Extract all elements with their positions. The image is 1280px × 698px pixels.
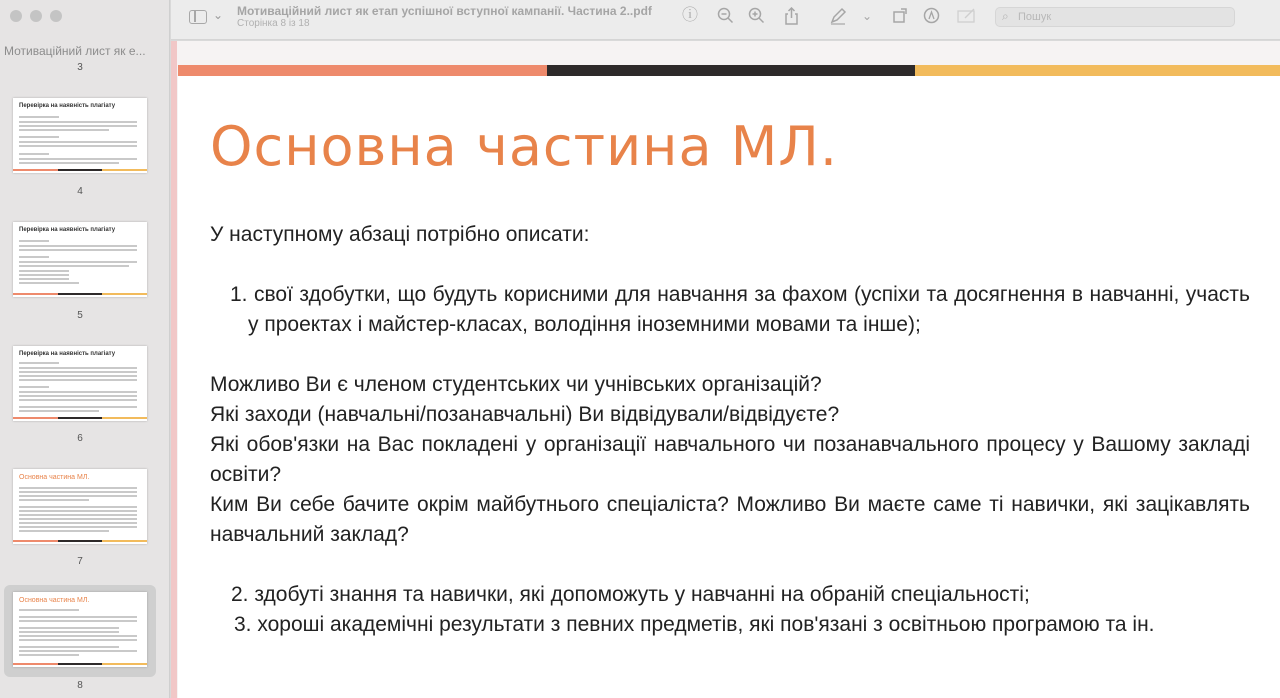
thumbnail-page-7[interactable] — [13, 469, 147, 544]
search-field[interactable] — [995, 7, 1235, 27]
form-fill-icon[interactable] — [957, 7, 977, 29]
minimize-window-button[interactable] — [30, 10, 42, 22]
markup-icon[interactable] — [923, 7, 940, 29]
document-viewer[interactable] — [171, 41, 1280, 698]
page-edge — [171, 41, 177, 698]
thumbnail-page-number: 6 — [77, 433, 83, 444]
search-icon: ⌕ — [1002, 9, 1009, 23]
chevron-down-icon[interactable]: ⌄ — [862, 9, 873, 23]
maximize-window-button[interactable] — [50, 10, 62, 22]
slide-title: Основна частина МЛ. — [210, 115, 839, 178]
list-item-1: 1. свої здобутки, що будуть корисними для навчання за фахом (успіхи та досягнення в навчанні, участь у проектах і майстер-класах, володіння іноземними мовами та інше); — [230, 283, 1250, 336]
thumbnail-page-6[interactable] — [13, 346, 147, 421]
question-2: Які заходи (навчальні/позанавчальні) Ви відвідували/відвідуєте? — [210, 403, 840, 426]
rotate-icon[interactable] — [892, 7, 909, 29]
sidebar-title: Мотиваційний лист як е... — [4, 44, 146, 58]
close-window-button[interactable] — [10, 10, 22, 22]
highlighter-icon[interactable] — [829, 7, 847, 30]
thumbnail-title: Перевірка на наявність плагіату — [19, 351, 116, 357]
thumbnail-title: Основна частина МЛ. — [19, 597, 90, 604]
sidebar-toggle-icon[interactable] — [189, 10, 207, 24]
search-placeholder: Пошук — [1018, 11, 1052, 23]
thumbnail-page-4[interactable] — [13, 98, 147, 173]
thumbnail-page-number: 8 — [77, 680, 83, 691]
question-4: Ким Ви себе бачите окрім майбутнього спеціаліста? Можливо Ви маєте саме ті навички, які зацікавлять навчальний заклад? — [210, 493, 1250, 546]
list-item-3: 3. хороші академічні результати з певних предметів, які пов'язані з освітньою програмою та ін. — [234, 613, 1155, 636]
document-title: Мотиваційний лист як етап успішної вступної кампанії. Частина 2..pdf — [237, 4, 652, 18]
pdf-page — [178, 76, 1280, 698]
zoom-in-icon[interactable] — [748, 7, 765, 29]
toolbar — [171, 0, 1280, 40]
question-1: Можливо Ви є членом студентських чи учнівських організацій? — [210, 373, 822, 396]
intro-text: У наступному абзаці потрібно описати: — [210, 223, 590, 246]
thumbnail-title: Перевірка на наявність плагіату — [19, 103, 116, 109]
thumbnail-page-8[interactable] — [13, 592, 147, 667]
info-icon[interactable]: ⓘ — [682, 7, 699, 24]
thumbnail-page-number: 5 — [77, 310, 83, 321]
thumbnail-sidebar — [0, 0, 170, 698]
question-3: Які обов'язки на Вас покладені у організації навчального чи позанавчального процесу у Вашому закладі освіти? — [210, 433, 1250, 486]
thumbnail-page-number: 3 — [77, 62, 83, 73]
window-controls — [10, 10, 62, 22]
thumbnail-title: Основна частина МЛ. — [19, 474, 90, 481]
zoom-out-icon[interactable] — [717, 7, 734, 29]
list-item-2: 2. здобуті знання та навички, які допоможуть у навчанні на обраній спеціальності; — [231, 583, 1030, 606]
thumbnail-page-number: 7 — [77, 556, 83, 567]
chevron-down-icon[interactable]: ⌄ — [213, 8, 224, 22]
thumbnail-page-5[interactable] — [13, 222, 147, 297]
top-color-stripe — [178, 65, 1280, 76]
thumbnail-title: Перевірка на наявність плагіату — [19, 227, 116, 233]
share-icon[interactable] — [784, 7, 799, 30]
page-indicator: Сторінка 8 із 18 — [237, 18, 310, 29]
thumbnail-page-number: 4 — [77, 186, 83, 197]
